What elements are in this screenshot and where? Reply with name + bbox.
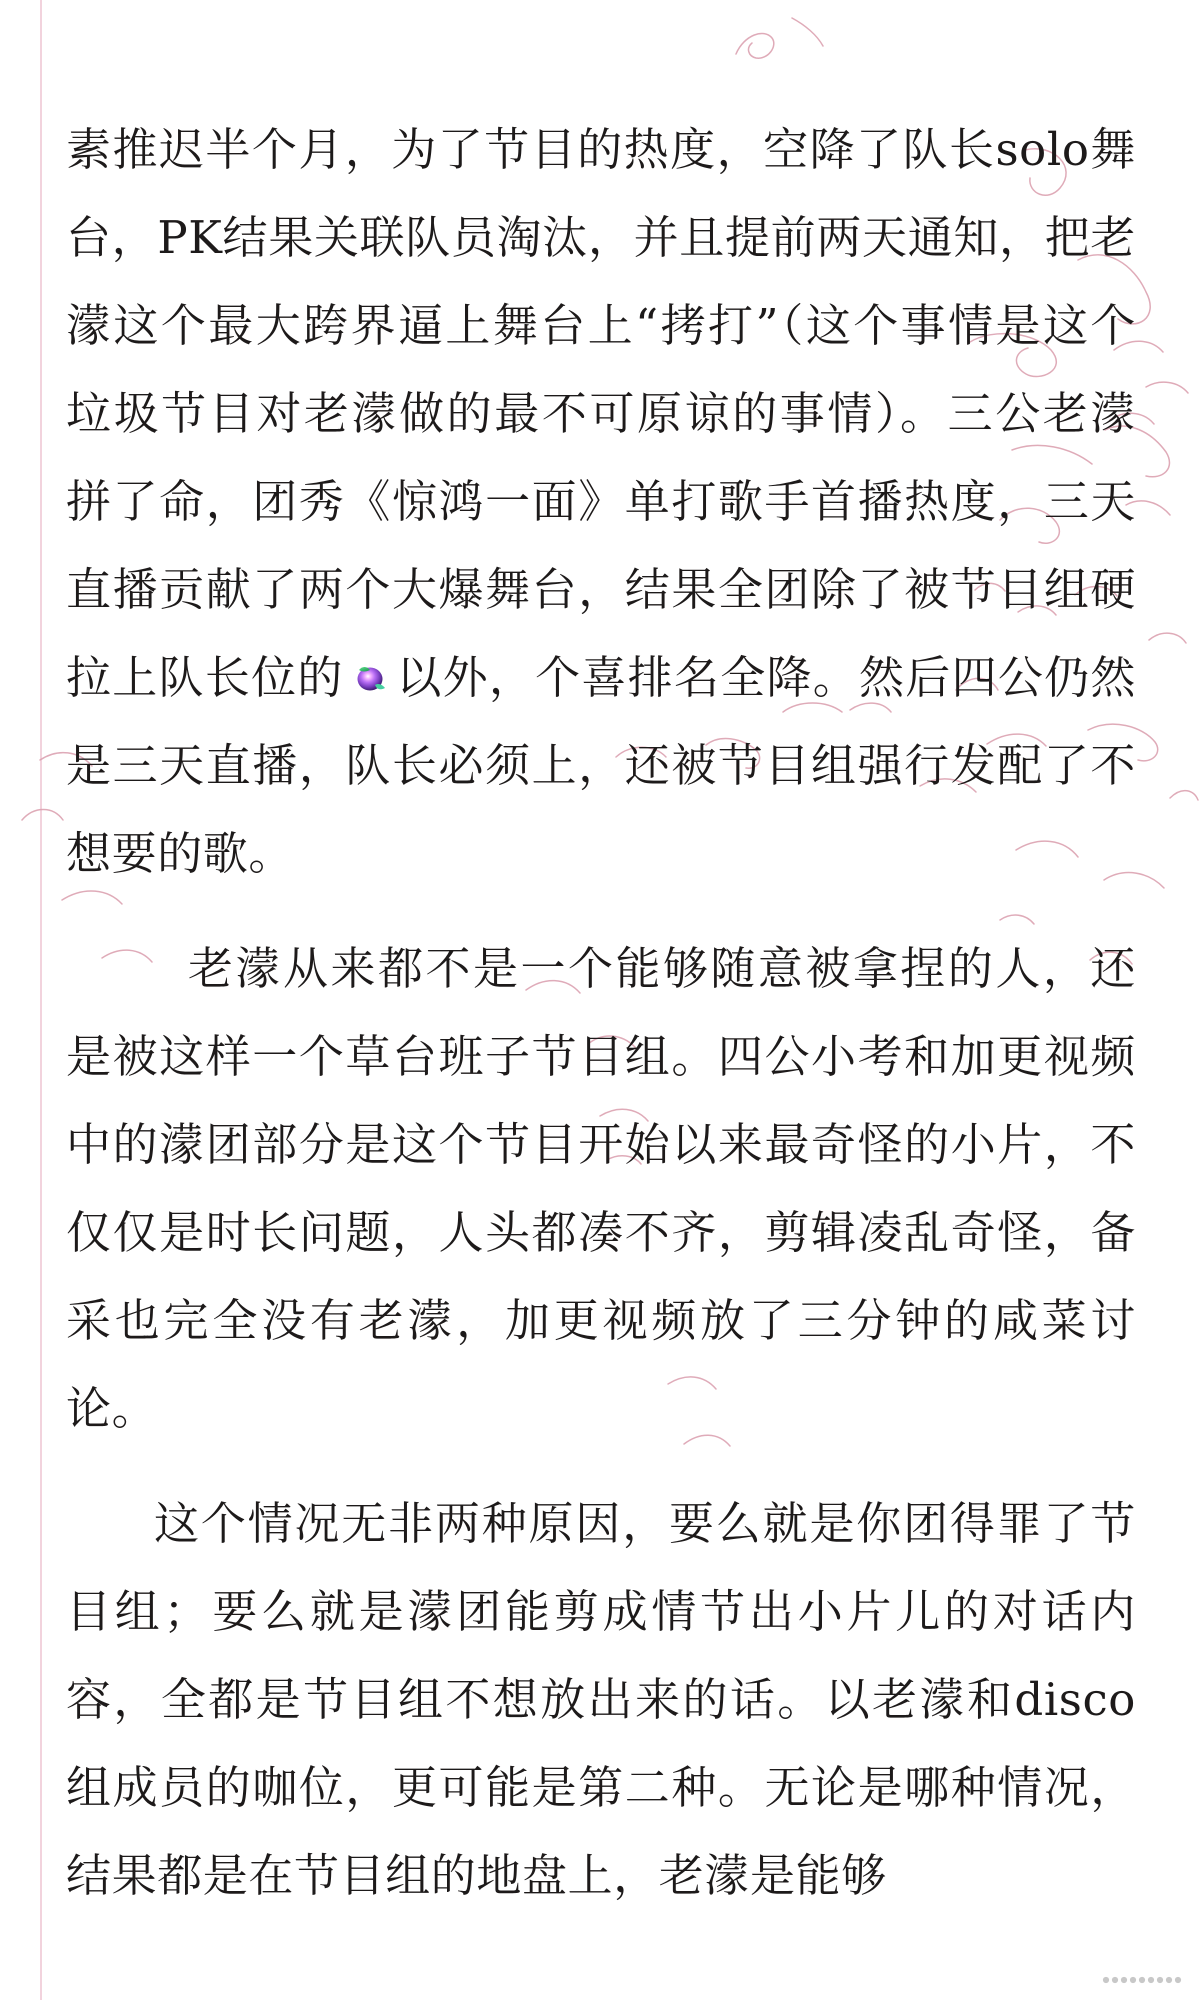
watermark-dots [1102,1970,1186,1990]
paragraph-1-text-after-emoji: 以外，个喜排名全降。然后四公仍然是三天直播，队长必须上，还被节目组强行发配了不想要的歌。 [66,651,1136,880]
page-margin-line [40,0,42,2000]
purple-ball-emoji-icon [352,662,392,696]
paragraph-3: 这个情况无非两种原因，要么就是你团得罪了节目组；要么就是濛团能剪成情节出小片儿的对话内容，全都是节目组不想放出来的话。以老濛和disco组成员的咖位，更可能是第二种。无论是哪种情况，结果都是在节目组的地盘上，老濛是能够 [66,1497,1136,1902]
article-text [66,106,1136,1920]
paragraph-2: 老濛从来都不是一个能够随意被拿捏的人，还是被这样一个草台班子节目组。四公小考和加更视频中的濛团部分是这个节目开始以来最奇怪的小片，不仅仅是时长问题，人头都凑不齐，剪辑凌乱奇怪，备采也完全没有老濛，加更视频放了三分钟的咸菜讨论。 [66,942,1136,1435]
paragraph-1-text-before-emoji: 素推迟半个月，为了节目的热度，空降了队长solo舞台，PK结果关联队员淘汰，并且提前两天通知，把老濛这个最大跨界逼上舞台上“拷打”（这个事情是这个垃圾节目对老濛做的最不可原谅的事情）。三公老濛拼了命，团秀《惊鸿一面》单打歌手首播热度，三天直播贡献了两个大爆舞台，结果全团除了被节目组硬拉上队长位的 [66,123,1136,704]
paragraph-1 [66,106,1136,898]
